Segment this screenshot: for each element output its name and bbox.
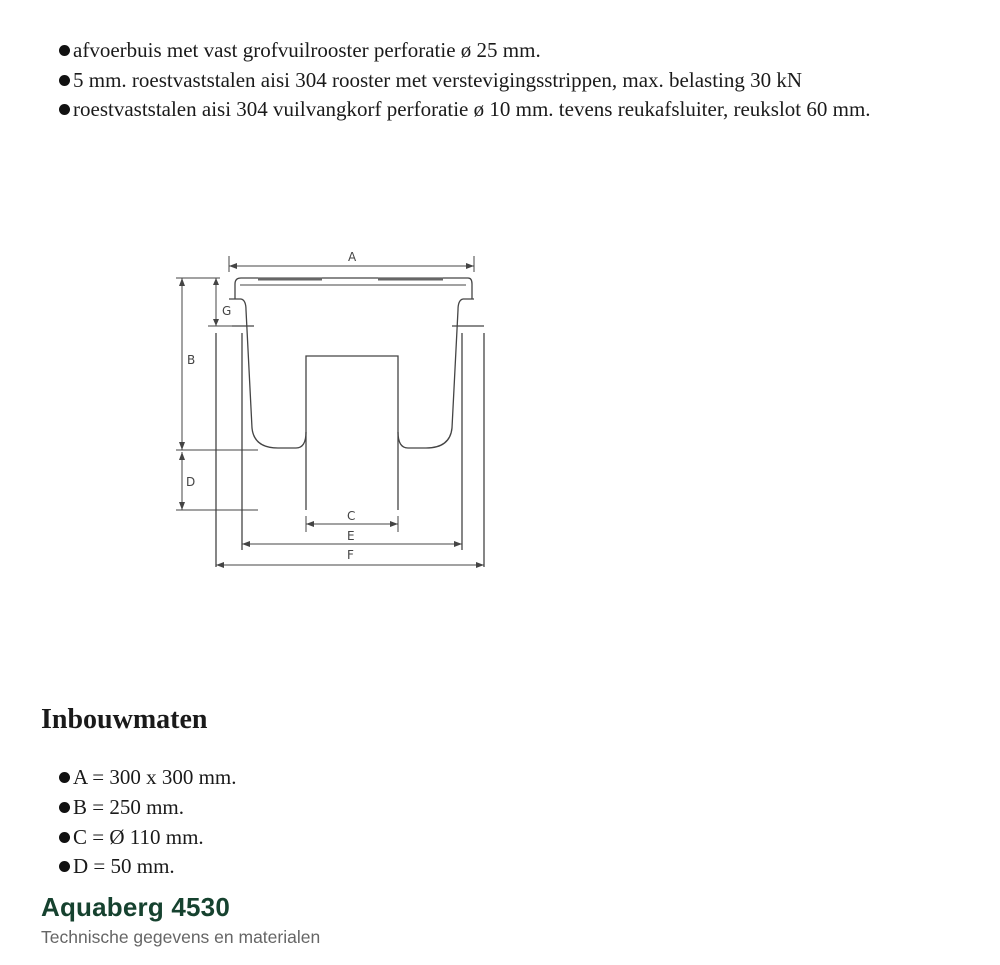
dim-label-c: C	[347, 509, 356, 523]
spec-item: C = Ø 110 mm.	[42, 823, 237, 853]
dim-label-e: E	[347, 529, 355, 543]
feature-item: roestvaststalen aisi 304 vuilvangkorf perforatie ø 10 mm. tevens reukafsluiter, reukslot 60 mm.	[42, 95, 871, 125]
spec-item: A = 300 x 300 mm.	[42, 763, 237, 793]
dimension-lines	[176, 256, 484, 565]
dim-label-a: A	[348, 250, 357, 264]
spec-list	[42, 763, 237, 882]
product-title: Aquaberg 4530	[41, 892, 231, 922]
dim-label-g: G	[222, 304, 232, 318]
dim-label-b: B	[187, 353, 196, 367]
section-heading: Inbouwmaten	[41, 704, 208, 735]
feature-item: 5 mm. roestvaststalen aisi 304 rooster met verstevigingsstrippen, max. belasting 30 kN	[42, 66, 871, 96]
spec-item: B = 250 mm.	[42, 793, 237, 823]
feature-item: afvoerbuis met vast grofvuilrooster perforatie ø 25 mm.	[42, 36, 871, 66]
dim-label-d: D	[186, 475, 196, 489]
drain-body-outer	[241, 299, 463, 448]
drain-flange	[229, 278, 474, 299]
dim-label-f: F	[347, 548, 354, 562]
product-subtitle: Technische gegevens en materialen	[41, 927, 321, 947]
spec-item: D = 50 mm.	[42, 852, 237, 882]
feature-list	[42, 36, 871, 125]
outlet-pipe	[306, 356, 398, 510]
technical-drawing	[160, 240, 500, 580]
